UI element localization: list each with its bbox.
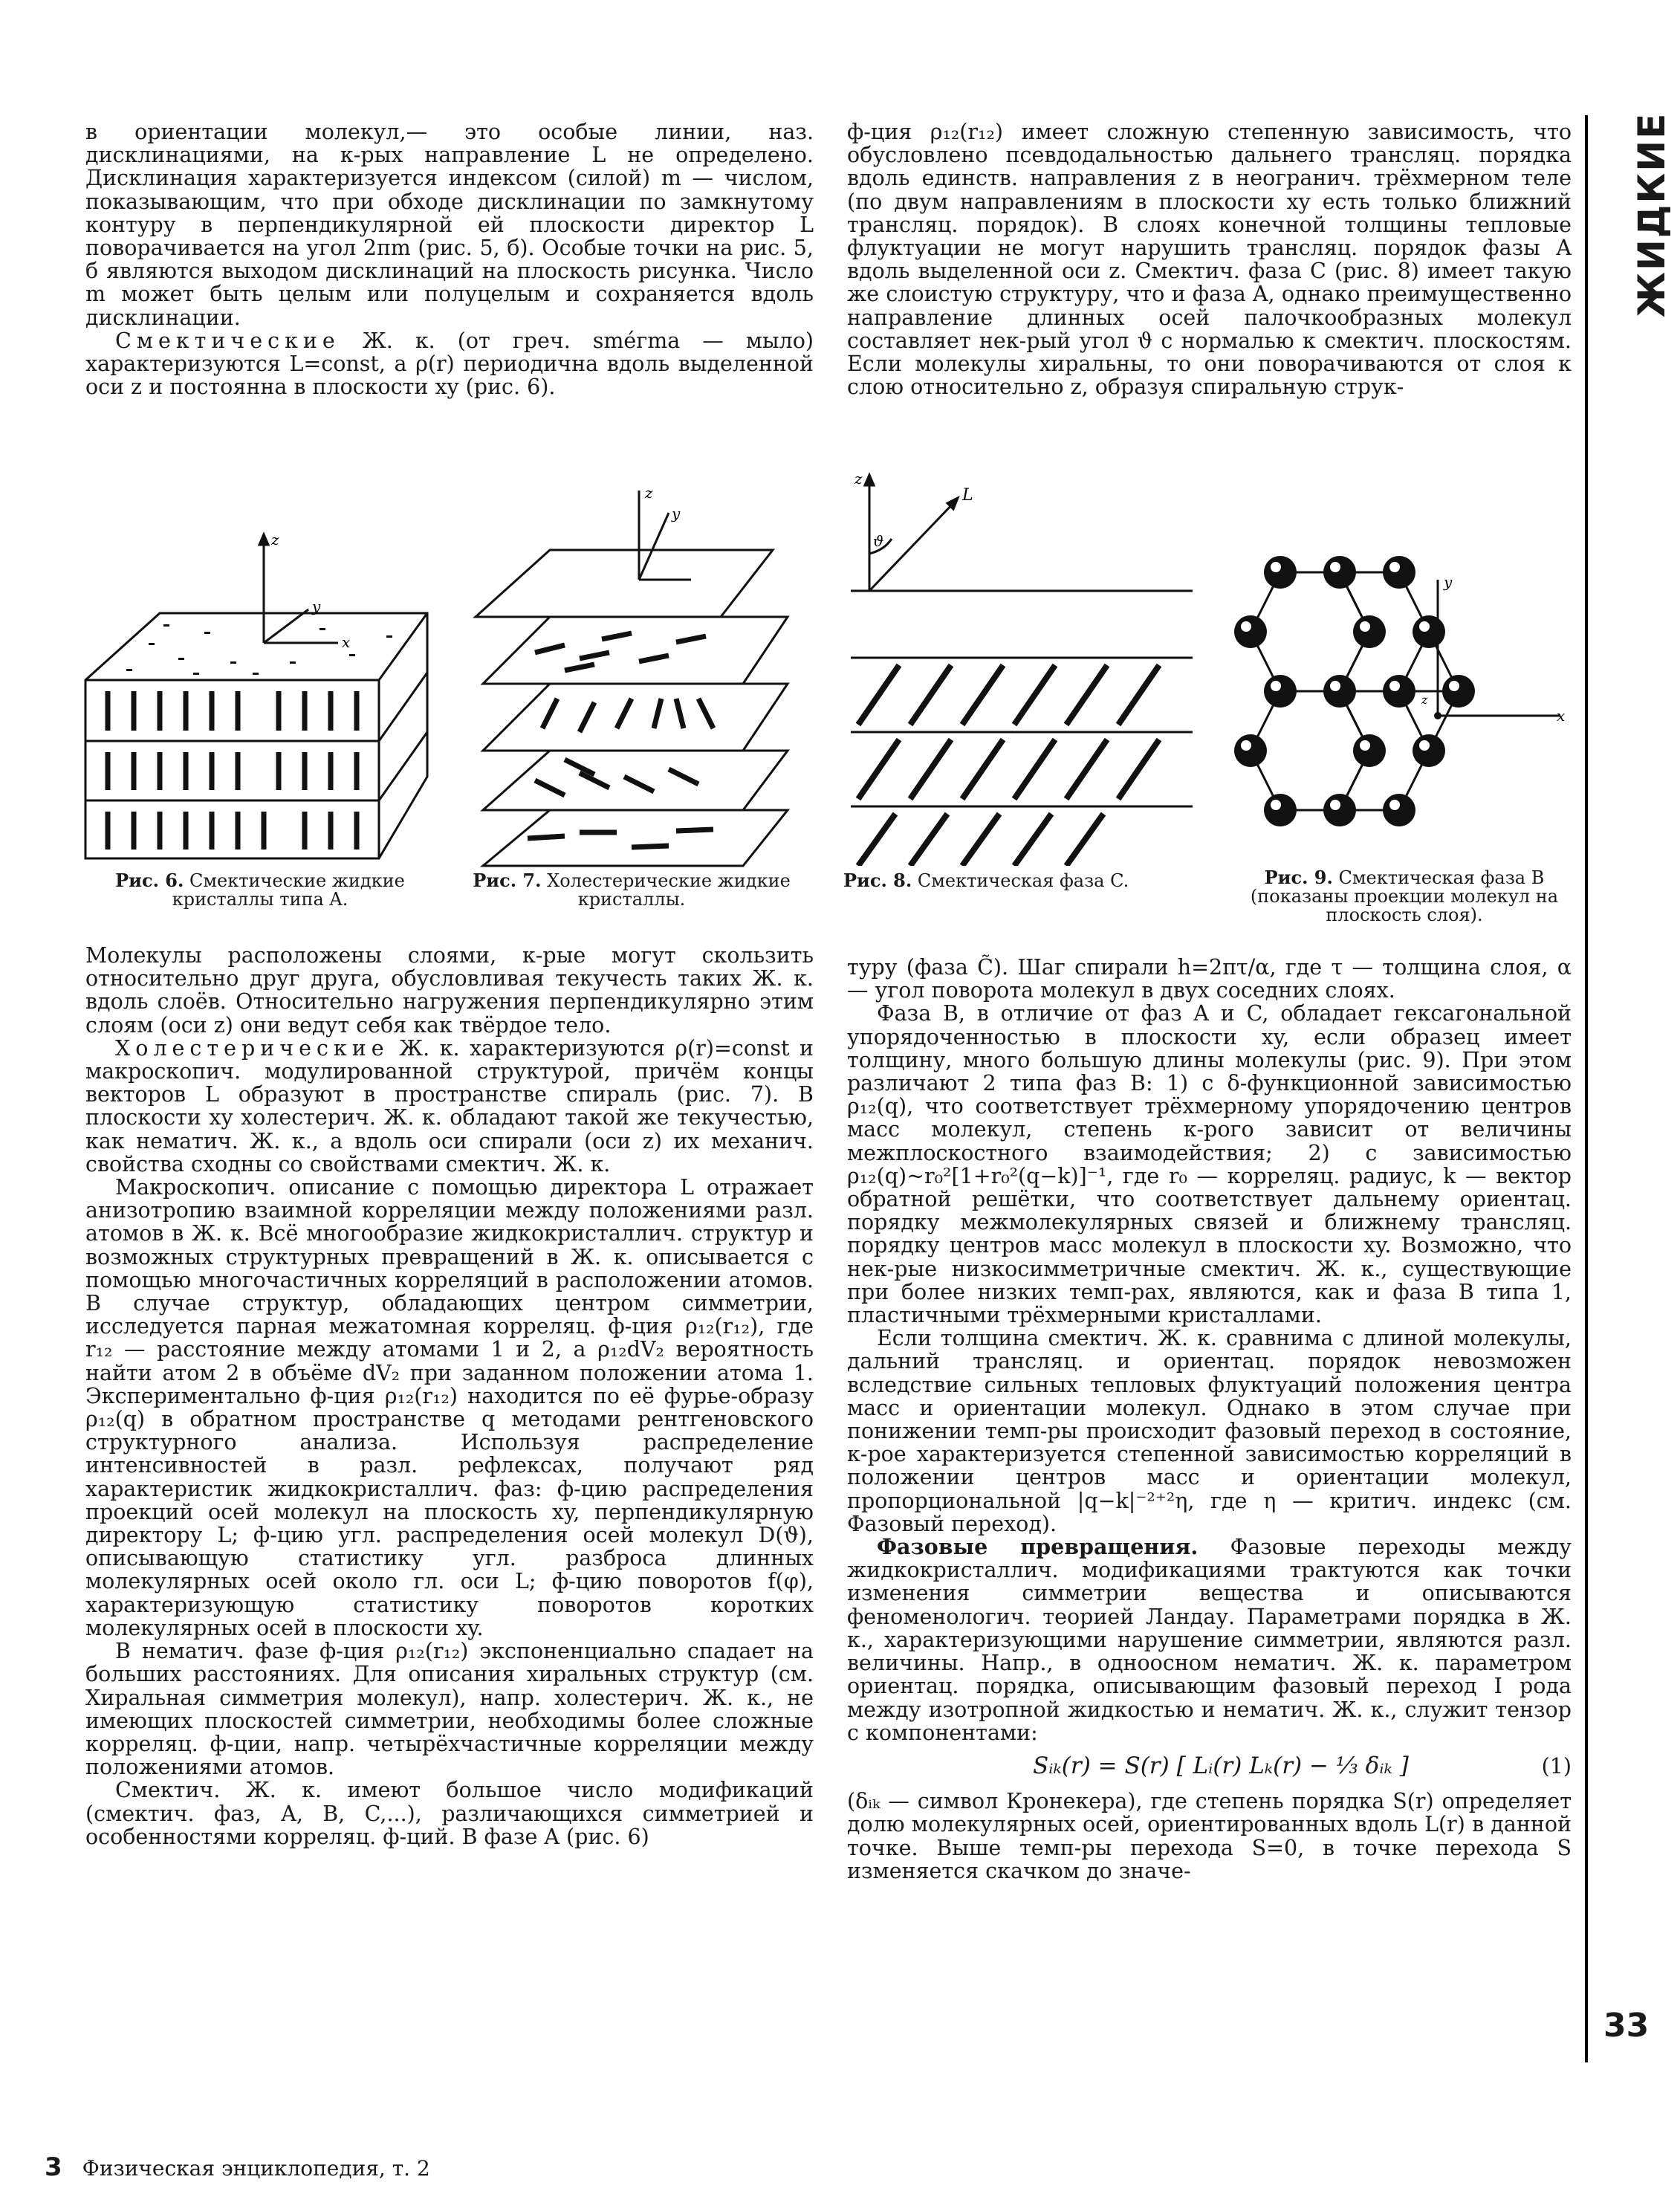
caption-fig8 [843, 871, 1215, 890]
caption-fig8-num: Рис. 8. [843, 870, 912, 891]
phase-transitions-text: Фазовые переходы между жидкокристаллич. модификациями трактуются как точки изменения симметрии вещества и описываются феноменологич. теорией Ландау. Параметрами порядка в Ж. к., характеризующими нарушение симметрии, являются разл. величины. Напр., в одноосном нематич. Ж. к. параметром ориентац. порядка, описывающим фазовый переход I рода между изотропной жидкостью и нематич. Ж. к., служит тензор с компонентами: [847, 1535, 1572, 1745]
paragraph-disclination: в ориентации молекул,— это особые линии, наз. дисклинациями, на к-рых направление L не определено. Дисклинация характеризуется индексом (силой) m — числом, показывающим, что при обходе дисклинации по замкнутому контуру в перпендикулярной ей плоскости директор L поворачивается на угол 2πm (рис. 5, б). Особые точки на рис. 5, б являются выходом дисклинаций на плоскость рисунка. Число m может быть целым или полуцелым и сохраняется вдоль дисклинации. [85, 120, 814, 330]
left-column-bottom [85, 944, 814, 1848]
left-column-top [85, 120, 814, 398]
caption-fig6-num: Рис. 6. [115, 870, 184, 891]
fig8-axis-z: z [854, 470, 863, 488]
paragraph-phase-b: Фаза B, в отличие от фаз A и C, обладает гексагональной упорядоченностью в плоскости xy, если образец имеет толщину, много большую длины молекулы (рис. 9). При этом различают 2 типа фаз B: 1) с δ-функционной зависимостью ρ₁₂(q), что соответствует трёхмерному упорядочению центров масс молекул, степень к-рого зависит от величины межплоскостного взаимодействия; 2) с зависимостью ρ₁₂(q)~r₀²[1+r₀²(q−k)]⁻¹, где r₀ — корреляц. радиус, k — вектор обратной решётки, что соответствует дальнему ориентац. порядку межмолекулярных связей и ближнему трансляц. порядку центров масс молекул в плоскости xy. Возможно, что нек-рые низкосимметричные смектич. Ж. к., существующие при более низких темп-рах, являются, как и фаза B типа 1, пластичными трёхмерными кристаллами. [847, 1001, 1572, 1328]
formula-number: (1) [1541, 1753, 1572, 1779]
figure-6-smectic-a [82, 531, 431, 866]
side-rule [1585, 115, 1588, 2062]
term-cholesteric: Холестерические [115, 1035, 389, 1061]
page-number: 33 [1603, 2007, 1650, 2045]
paragraph-nematic: В нематич. фазе ф-ция ρ₁₂(r₁₂) экспоненциально спадает на больших расстояниях. Для описания хиральных структур (см. Хиральная симметрия молекул), напр. холестерич. Ж. к., не имеющих плоскостей симметрии, необходимы более сложные корреляц. ф-ции, напр. четырёхчастичные корреляции между положениями атомов. [85, 1639, 814, 1780]
footer [45, 2152, 430, 2182]
figure-7-cholesteric [453, 483, 817, 870]
fig9-axis-z: z [1421, 693, 1428, 707]
side-title [1620, 111, 1674, 318]
smectic-tail: Ж. к. (от греч. sméгma — мыло) [340, 328, 814, 353]
formula-1 [847, 1752, 1572, 1779]
caption-fig7-num: Рис. 7. [473, 870, 542, 891]
fig7-axis-z: z [645, 484, 653, 502]
caption-fig7 [450, 871, 814, 909]
fig6-axis-x: x [342, 633, 351, 651]
fig8-label-L: L [962, 486, 973, 505]
paragraph-correlation: ф-ция ρ₁₂(r₁₂) имеет сложную степенную зависимость, что обусловлено псевдодальностью дальнего трансляц. порядка вдоль единств. направления z в неогранич. трёхмерном теле (по двум направлениям в плоскости xy есть только ближний трансляц. порядок). В слоях конечной толщины тепловые флуктуации не могут нарушить трансляц. порядок фазы A вдоль выделенной оси z. Смектич. фаза C (рис. 8) имеет такую же слоистую структуру, что и фаза A, однако преимущественно направление длинных осей палочкообразных молекул составляет нек-рый угол ϑ с нормалью к смектич. плоскостям. Если молекулы хиральны, то они поворачиваются от слоя к слою относительно z, образуя спиральную струк- [847, 120, 1572, 400]
footer-signature: 3 [45, 2152, 62, 2182]
right-column-top [847, 120, 1572, 398]
smectic-text: характеризуются L=const, а ρ(r) периодична вдоль выделенной оси z и постоянна в плоскости xy (рис. 6). [85, 352, 814, 400]
fig6-axis-y: y [312, 598, 321, 615]
figure-9-smectic-b [1207, 535, 1572, 870]
paragraph-smectic [85, 329, 814, 399]
caption-fig8-text: Смектическая фаза C. [917, 870, 1129, 891]
caption-fig6 [82, 871, 438, 909]
paragraph-cholesteric [85, 1037, 814, 1176]
figure-8-smectic-c [843, 465, 1193, 866]
caption-fig9-text: Смектическая фаза B (показаны проекции молекул на плоскость слоя). [1250, 867, 1559, 925]
paragraph-thin-layer: Если толщина смектич. Ж. к. сравнима с длиной молекулы, дальний трансляц. и ориентац. порядок невозможен вследствие сильных тепловых флуктуаций положения центра масс и ориентации молекул. Однако в этом случае при понижении темп-ры происходит фазовый переход в состояние, к-рое характеризуется степенной зависимостью корреляций в положении центров масс и ориентации молекул, пропорциональной |q−k|⁻²⁺²η, где η — критич. индекс (см. Фазовый переход). [847, 1326, 1572, 1536]
formula-expression: Sᵢₖ(r) = S(r) [ Lᵢ(r) Lₖ(r) − ⅓ δᵢₖ ] [1033, 1752, 1409, 1779]
paragraph-macroscopic: Макроскопич. описание с помощью директора L отражает анизотропию взаимной корреляции между положениями разл. атомов в Ж. к. Всё многообразие жидкокристаллич. структур и возможных структурных превращений в Ж. к. описывается с помощью многочастичных корреляций в расположении атомов. В случае структур, обладающих центром симметрии, исследуется парная межатомная корреляц. ф-ция ρ₁₂(r₁₂), где r₁₂ — расстояние между атомами 1 и 2, а ρ₁₂dV₂ вероятность найти атом 2 в объёме dV₂ при заданном положении атома 1. Экспериментально ф-ция ρ₁₂(r₁₂) находится по её фурье-образу ρ₁₂(q) в обратном пространстве q методами рентгеновского структурного анализа. Используя распределение интенсивностей в разл. рефлексах, получают ряд характеристик жидкокристаллич. фаз: ф-цию распределения проекций осей молекул на плоскость xy, перпендикулярную директору L; ф-цию угл. распределения осей молекул D(ϑ), описывающую статистику угл. разброса длинных молекулярных осей около гл. оси L; ф-цию поворотов f(φ), характеризующую статистику поворотов коротких молекулярных осей в плоскости xy. [85, 1175, 814, 1640]
right-column-bottom [847, 956, 1572, 1883]
fig7-axis-y: y [672, 505, 681, 522]
caption-fig9 [1230, 868, 1579, 925]
footer-text: Физическая энциклопедия, т. 2 [82, 2156, 430, 2181]
term-smectic: Смектические [115, 328, 340, 353]
cholesteric-text: Ж. к. характеризуются ρ(r)=const и макроскопич. модулированной структурой, причём концы векторов L образуют в пространстве спираль (рис. 7). В плоскости xy холестерич. Ж. к. обладают такой же текучестью, как нематич. Ж. к., а вдоль оси спирали (оси z) их механич. свойства сходны со свойствами смектич. Ж. к. [85, 1035, 814, 1177]
caption-fig7-text: Холестерические жидкие кристаллы. [547, 870, 791, 910]
heading-phase-transitions: Фазовые превращения. [877, 1534, 1199, 1560]
paragraph-spiral: туру (фаза C̃). Шаг спирали h=2πτ/α, где τ — толщина слоя, α — угол поворота молекул в двух соседних слоях. [847, 955, 1572, 1003]
paragraph-modifications: Смектич. Ж. к. имеют большое число модификаций (смектич. фаз, A, B, C,...), различающихся симметрией и особенностями корреляц. ф-ций. В фазе A (рис. 6) [85, 1778, 814, 1849]
fig9-axis-x: x [1557, 707, 1566, 725]
fig6-axis-z: z [271, 531, 279, 548]
side-title-text: ЖИДКИЕ [1630, 111, 1674, 318]
fig9-axis-y: y [1444, 573, 1453, 591]
paragraph-layers: Молекулы расположены слоями, к-рые могут скользить относительно друг друга, обусловливая текучесть таких Ж. к. вдоль слоёв. Относительно нагружения перпендикулярно этим слоям (оси z) они ведут себя как твёрдое тело. [85, 943, 814, 1038]
caption-fig9-num: Рис. 9. [1264, 867, 1333, 888]
paragraph-kronecker: (δᵢₖ — символ Кронекера), где степень порядка S(r) определяет долю молекулярных осей, ориентированных вдоль L(r) в данной точке. Выше темп-ры перехода S=0, в точке перехода S изменяется скачком до значе- [847, 1789, 1572, 1883]
paragraph-phase-transitions [847, 1535, 1572, 1744]
fig8-angle-theta: ϑ [873, 532, 884, 550]
caption-fig6-text: Смектические жидкие кристаллы типа A. [172, 870, 405, 910]
